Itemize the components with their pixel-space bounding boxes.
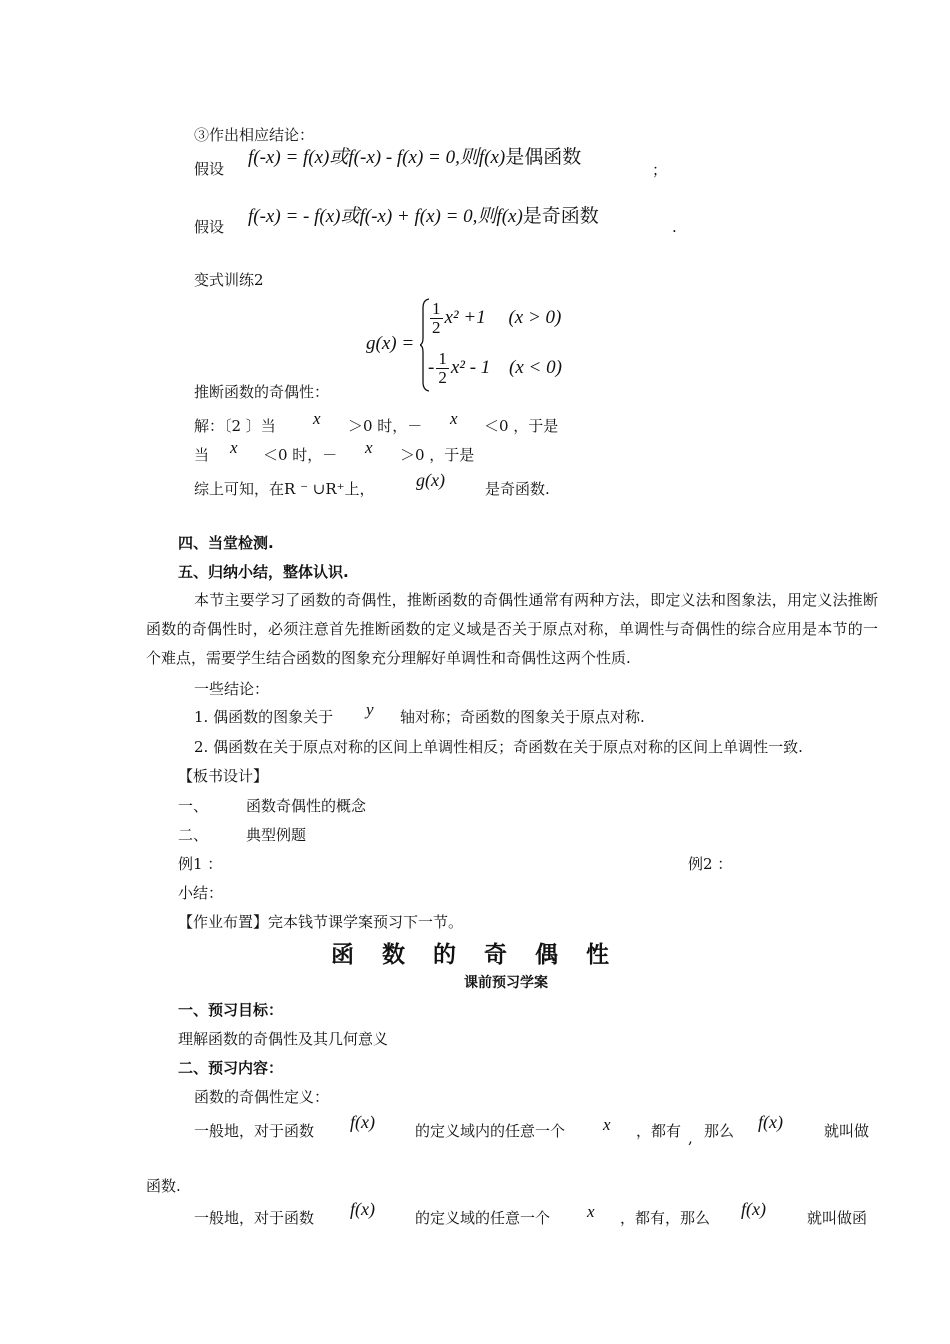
- homework: 【作业布置】完本钱节课学案预习下一节。: [178, 913, 464, 931]
- def2-b: 的定义域的任意一个: [415, 1209, 551, 1227]
- period: .: [672, 218, 677, 236]
- g-of-x: g(x): [416, 470, 445, 490]
- var-y: y: [366, 700, 374, 719]
- piecewise-case-1: $\frac{1}{2}$ x² +1 (x > 0): [432, 299, 562, 337]
- def1-c: ，都有: [636, 1122, 682, 1140]
- f-of-x: f(x): [758, 1112, 783, 1132]
- piecewise-case-2: - $\frac{1}{2}$ x² - 1 (x < 0): [428, 349, 562, 387]
- preview-goal-text: 理解函数的奇偶性及其几何意义: [178, 1030, 389, 1048]
- preview-subtitle: 课前预习学案: [464, 975, 548, 991]
- board-item-1-num: 一、: [178, 797, 209, 815]
- var-x: x: [365, 438, 373, 457]
- board-example-1: 例1 ：: [178, 855, 223, 873]
- def1-a: 一般地，对于函数: [194, 1122, 315, 1140]
- assume-label-odd: 假设: [194, 218, 225, 236]
- def2-d: 就叫做函: [807, 1209, 868, 1227]
- solution-line-2-c: ＞0 ，于是: [400, 446, 475, 464]
- even-function-formula: f(-x) = f(x)或f(-x) - f(x) = 0,则f(x)是偶函数: [248, 147, 582, 168]
- board-item-2-text: 典型例题: [246, 826, 307, 844]
- solution-line-3-b: 是奇函数.: [485, 480, 550, 498]
- definition-heading: 函数的奇偶性定义：: [194, 1088, 330, 1106]
- def1-e: 就叫做: [824, 1122, 870, 1140]
- f-of-x: f(x): [741, 1199, 766, 1219]
- def2-a: 一般地，对于函数: [194, 1209, 315, 1227]
- preview-goal-heading: 一、预习目标：: [178, 1001, 284, 1019]
- def1-d: 那么: [704, 1122, 735, 1140]
- conclusion-heading: ③作出相应结论：: [194, 126, 315, 144]
- conclusion-1-a: 1. 偶函数的图象关于: [194, 708, 334, 726]
- var-x: x: [450, 409, 458, 428]
- semicolon: ；: [652, 161, 668, 179]
- piecewise-lhs: g(x) =: [366, 333, 415, 354]
- board-item-1-text: 函数奇偶性的概念: [246, 797, 367, 815]
- section-5-heading: 五、归纳小结，整体认识.: [178, 563, 349, 581]
- def1-comma: ,: [688, 1129, 693, 1147]
- conclusions-heading: 一些结论：: [194, 680, 270, 698]
- section-4-heading: 四、当堂检测.: [178, 534, 274, 552]
- board-item-2-num: 二、: [178, 826, 209, 844]
- var-x: x: [313, 409, 321, 428]
- solution-line-1-b: ＞0 时，－: [348, 417, 423, 435]
- preview-title: 函 数 的 奇 偶 性: [330, 942, 620, 968]
- def1-tail: 函数.: [146, 1177, 181, 1195]
- def1-b: 的定义域内的任意一个: [415, 1122, 566, 1140]
- conclusion-2: 2. 偶函数在关于原点对称的区间上单调性相反；奇函数在关于原点对称的区间上单调性一致.: [194, 738, 803, 756]
- solution-line-1-c: ＜0 ，于是: [484, 417, 559, 435]
- conclusion-1-b: 轴对称；奇函数的图象关于原点对称.: [400, 708, 645, 726]
- def2-c: ，都有，那么: [620, 1209, 711, 1227]
- odd-function-formula: f(-x) = - f(x)或f(-x) + f(x) = 0,则f(x)是奇函数: [248, 206, 599, 227]
- var-x: x: [230, 438, 238, 457]
- board-design-heading: 【板书设计】: [178, 767, 269, 785]
- f-of-x: f(x): [350, 1112, 375, 1132]
- var-x: x: [587, 1202, 595, 1221]
- var-x: x: [603, 1115, 611, 1134]
- board-summary: 小结：: [178, 884, 224, 902]
- assume-label-even: 假设: [194, 160, 225, 178]
- solution-line-3-a: 综上可知，在R ⁻ ∪R⁺上，: [194, 480, 375, 498]
- preview-content-heading: 二、预习内容：: [178, 1059, 284, 1077]
- f-of-x: f(x): [350, 1199, 375, 1219]
- solution-line-2-a: 当: [194, 446, 210, 464]
- solution-line-1-a: 解：〔2 〕当: [194, 417, 276, 435]
- solution-line-2-b: ＜0 时，－: [263, 446, 338, 464]
- summary-paragraph: 本节主要学习了函数的奇偶性，推断函数的奇偶性通常有两种方法，即定义法和图象法，用定义法推断函数的奇偶性时，必须注意首先推断函数的定义域是否关于原点对称，单调性与奇偶性的综合应用是本节的一个难点，需要学生结合函数的图象充分理解好单调性和奇偶性这两个性质.: [146, 591, 878, 667]
- variant-title: 变式训练2: [194, 271, 264, 289]
- judge-parity-text: 推断函数的奇偶性：: [194, 383, 330, 401]
- board-example-2: 例2 ：: [688, 855, 733, 873]
